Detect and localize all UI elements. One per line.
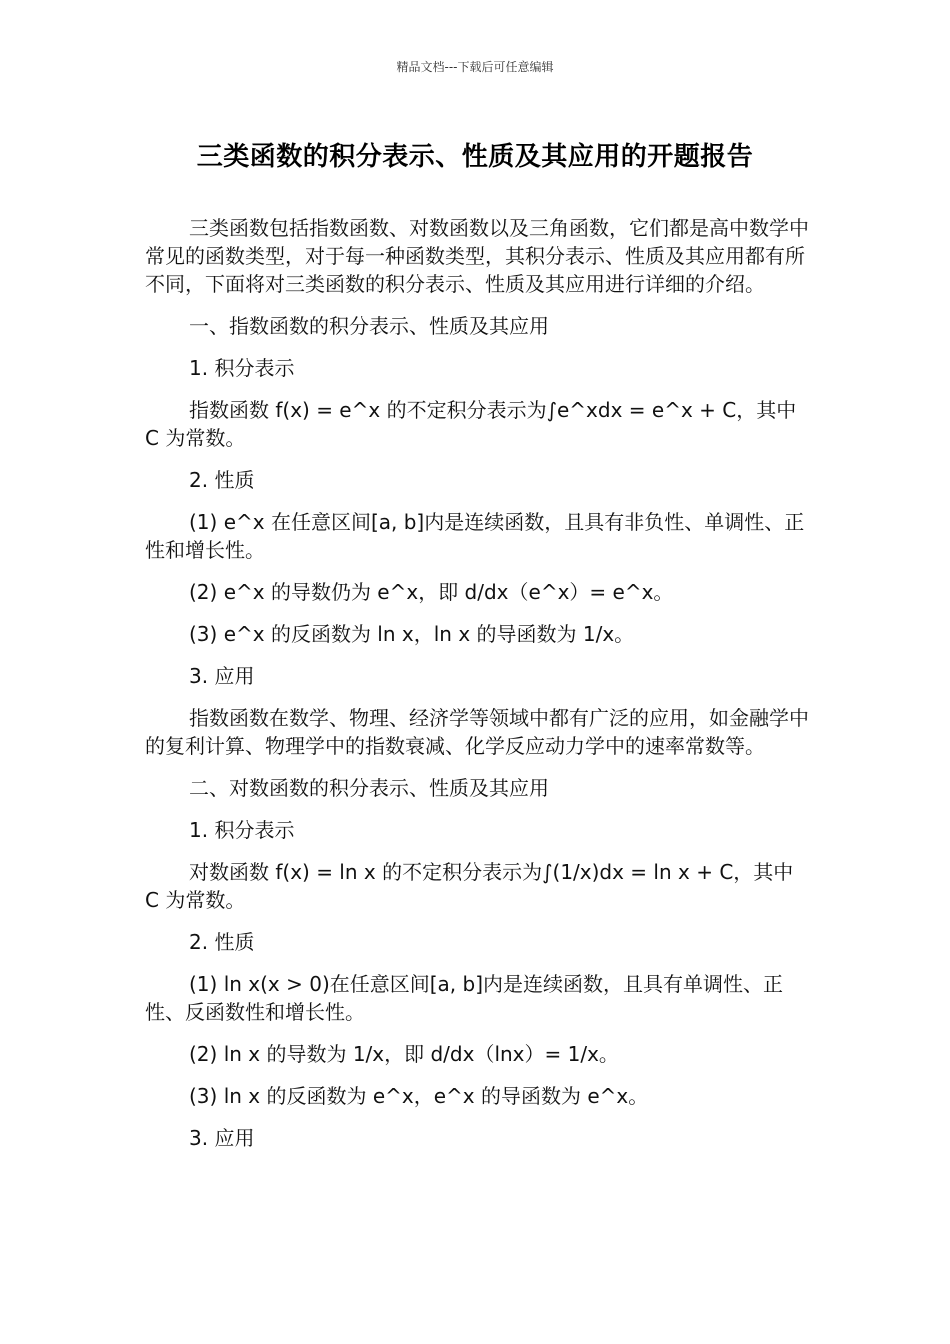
subheading-integral-representation: 1. 积分表示 [189, 818, 295, 842]
subheading-properties: 2. 性质 [189, 468, 255, 492]
paragraph-exp-applications: 指数函数在数学、物理、经济学等领域中都有广泛的应用，如金融学中的复利计算、物理学中的指数衰减、化学反应动力学中的速率常数等。 [145, 706, 809, 758]
paragraph-exp-property-2: (2) e^x 的导数仍为 e^x，即 d/dx（e^x）= e^x。 [189, 580, 674, 604]
paragraph-log-property-3: (3) ln x 的反函数为 e^x，e^x 的导函数为 e^x。 [189, 1084, 649, 1108]
document-title: 三类函数的积分表示、性质及其应用的开题报告 [196, 142, 754, 172]
paragraph-exp-property-3: (3) e^x 的反函数为 ln x，ln x 的导函数为 1/x。 [189, 622, 635, 646]
paragraph-intro: 三类函数包括指数函数、对数函数以及三角函数，它们都是高中数学中常见的函数类型，对于每一种函数类型，其积分表示、性质及其应用都有所不同，下面将对三类函数的积分表示、性质及其应用进行详细的介绍。 [145, 216, 809, 296]
subheading-properties: 2. 性质 [189, 930, 255, 954]
subheading-applications: 3. 应用 [189, 664, 255, 688]
subheading-integral-representation: 1. 积分表示 [189, 356, 295, 380]
document-body [145, 214, 810, 1166]
paragraph-log-property-2: (2) ln x 的导数为 1/x，即 d/dx（lnx）= 1/x。 [189, 1042, 619, 1066]
paragraph-exp-property-1: (1) e^x 在任意区间[a, b]内是连续函数，且具有非负性、单调性、正性和增长性。 [145, 510, 805, 562]
section-heading-exponential: 一、指数函数的积分表示、性质及其应用 [189, 314, 549, 338]
paragraph-log-property-1: (1) ln x(x > 0)在任意区间[a, b]内是连续函数，且具有单调性、正性、反函数性和增长性。 [145, 972, 784, 1024]
paragraph-exp-integral: 指数函数 f(x) = e^x 的不定积分表示为∫e^xdx = e^x + C，其中 C 为常数。 [145, 398, 797, 450]
header-note: 精品文档---下载后可任意编辑 [396, 60, 554, 74]
section-heading-logarithmic: 二、对数函数的积分表示、性质及其应用 [189, 776, 549, 800]
paragraph-log-integral: 对数函数 f(x) = ln x 的不定积分表示为∫(1/x)dx = ln x + C，其中 C 为常数。 [145, 860, 794, 912]
subheading-applications: 3. 应用 [189, 1126, 255, 1150]
